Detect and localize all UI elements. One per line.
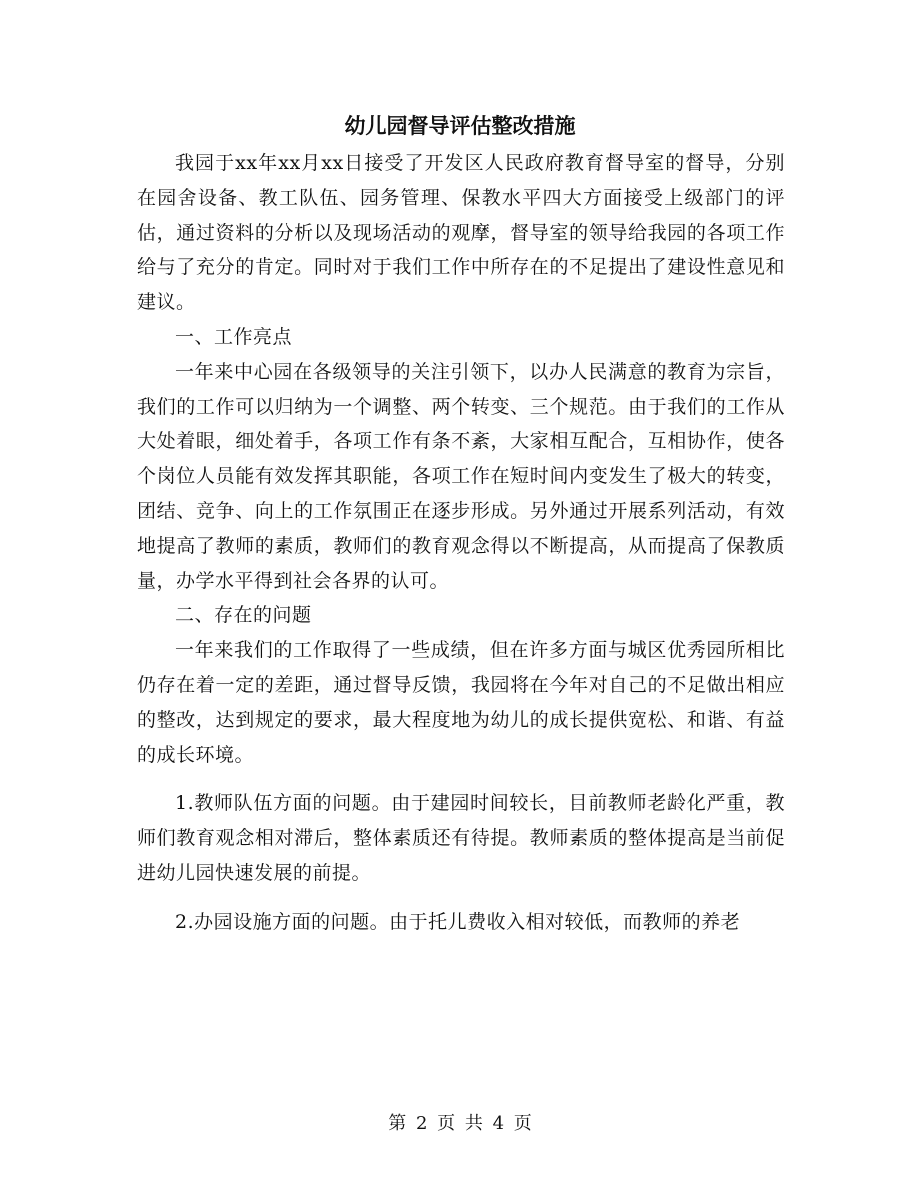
document-body	[137, 146, 785, 940]
problem-item-facilities: 2.办园设施方面的问题。由于托儿费收入相对较低，而教师的养老	[175, 910, 741, 933]
page-number-footer: 第 2 页 共 4 页	[388, 1113, 532, 1134]
highlights-paragraph: 一年来中心园在各级领导的关注引领下，以办人民满意的教育为宗旨，我们的工作可以归纳为一个调整、两个转变、三个规范。由于我们的工作从大处着眼，细处着手，各项工作有条不紊，大家相互配合，互相协作，使各个岗位人员能有效发挥其职能，各项工作在短时间内变发生了极大的转变，团结、竞争、向上的工作氛围正在逐步形成。另外通过开展系列活动，有效地提高了教师的素质，教师们的教育观念得以不断提高，从而提高了保教质量，办学水平得到社会各界的认可。	[137, 360, 785, 592]
document-title: 幼儿园督导评估整改措施	[344, 113, 576, 138]
problem-item-teachers: 1.教师队伍方面的问题。由于建园时间较长，目前教师老龄化严重，教师们教育观念相对滞后，整体素质还有待提。教师素质的整体提高是当前促进幼儿园快速发展的前提。	[137, 792, 785, 884]
section-heading-highlights: 一、工作亮点	[175, 325, 293, 348]
section-heading-problems: 二、存在的问题	[175, 604, 312, 627]
intro-paragraph: 我园于xx年xx月xx日接受了开发区人民政府教育督导室的督导，分别在园舍设备、教工队伍、园务管理、保教水平四大方面接受上级部门的评估，通过资料的分析以及现场活动的观摩，督导室的领导给我园的各项工作给与了充分的肯定。同时对于我们工作中所存在的不足提出了建设性意见和建议。	[137, 152, 785, 314]
problems-paragraph: 一年来我们的工作取得了一些成绩，但在许多方面与城区优秀园所相比仍存在着一定的差距，通过督导反馈，我园将在今年对自己的不足做出相应的整改，达到规定的要求，最大程度地为幼儿的成长提供宽松、和谐、有益的成长环境。	[137, 639, 785, 766]
